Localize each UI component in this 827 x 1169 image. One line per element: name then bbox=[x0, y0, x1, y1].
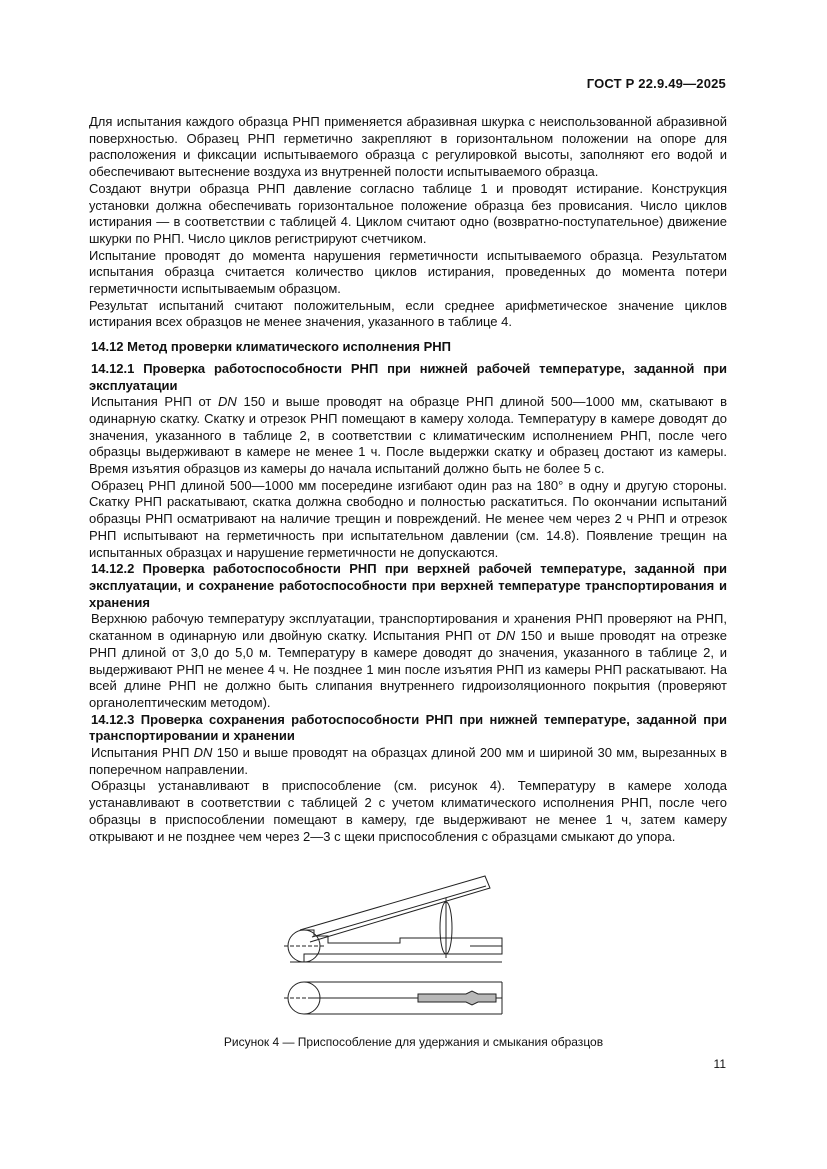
paragraph-text: Результат испытаний считают положительным, если среднее арифметическое значение циклов истирания всех образцов не менее значения, указанного в таблице 4. bbox=[89, 297, 727, 330]
paragraph-text: 150 и выше проводят на отрезке РНП длиной от 3,0 до 5,0 м. Температуру в камере доводят до значения, указанного в таблице 2, и выдерживают РНП не менее 4 ч. Не позднее 1 мин после изъятия РНП из камеры РНП раскатывают. На всей длине РНП не должно быть слипания внутреннего гидроизоляционного покрытия (проверяют органолептическим методом). bbox=[89, 628, 727, 710]
paragraph-text: Испытания РНП bbox=[91, 745, 194, 761]
paragraph bbox=[89, 298, 727, 331]
dn-term: DN bbox=[218, 394, 237, 410]
paragraph bbox=[89, 778, 727, 845]
subsection-heading-14-12-1: 14.12.1 Проверка работоспособности РНП при нижней рабочей температуре, заданной при эксплуатации bbox=[89, 360, 727, 393]
paragraph-text: Создают внутри образца РНП давление согласно таблице 1 и проводят истирание. Конструкция установки должна обеспечивать горизонтальное положение образца без провисания. Число циклов истирания — в соответствии с таблицей 4. Циклом считают одно (возвратно-поступательное) движение шкурки по РНП. Число циклов регистрируют счетчиком. bbox=[89, 180, 727, 246]
paragraph bbox=[89, 745, 727, 778]
paragraph bbox=[89, 114, 727, 181]
paragraph bbox=[89, 478, 727, 562]
paragraph-text: Испытание проводят до момента нарушения герметичности испытываемого образца. Результатом испытания образца считается количество циклов истирания, проведенных до момента потери герметичности испытываемым образцом. bbox=[89, 247, 727, 297]
document-id: ГОСТ Р 22.9.49—2025 bbox=[586, 76, 726, 91]
dn-term: DN bbox=[193, 745, 213, 761]
page-body bbox=[89, 114, 727, 845]
paragraph-text: Для испытания каждого образца РНП применяется абразивная шкурка с неиспользованной абразивной поверхностью. Образец РНП герметично закрепляют в горизонтальном положении на опоре для расположения и фиксации испытываемого образца с регулировкой высоты, заполняют его водой и обеспечивают вытеснение воздуха из внутренней полости испытываемого образца. bbox=[89, 114, 727, 180]
paragraph-text: Верхнюю рабочую температуру эксплуатации, транспортирования и хранения РНП проверяют на РНП, скатанном в одинарную или двойную скатку. Испытания РНП от bbox=[89, 611, 727, 644]
dn-term: DN bbox=[496, 628, 516, 644]
paragraph bbox=[89, 611, 727, 711]
paragraph-text: 150 и выше проводят на образце РНП длиной 500—1000 мм, скатывают в одинарную скатку. Скатку и отрезок РНП помещают в камеру холода. Температуру в камере доводят до значения, указанного в таблице 2, в соответствии с климатическим исполнением РНП, после чего образцы выдерживают в камере не менее 1 ч. После выдержки скатку и образец достают из камеры. Время изъятия образцов из камеры до начала испытаний должно быть не более 5 с. bbox=[89, 394, 727, 477]
paragraph-text: Образец РНП длиной 500—1000 мм посередине изгибают один раз на 180° в одну и другую стороны. Скатку РНП раскатывают, скатка должна свободно и полностью раскатиться. По окончании испытаний образцы РНП осматривают на наличие трещин и повреждений. Не менее чем через 2 ч РНП и отрезок РНП испытывают на герметичность при испытательном давлении (см. 14.8). Появление трещин на испытанных образцах и нарушение герметичности не допускаются. bbox=[89, 477, 727, 560]
paragraph-text: 150 и выше проводят на образцах длиной 200 мм и шириной 30 мм, вырезанных в поперечном направлении. bbox=[89, 745, 727, 777]
section-heading-14-12: 14.12 Метод проверки климатического исполнения РНП bbox=[91, 339, 452, 355]
subsection-heading-14-12-3: 14.12.3 Проверка сохранения работоспособности РНП при нижней температуре, заданной при транспортировании и хранении bbox=[89, 711, 727, 744]
paragraph bbox=[89, 248, 727, 298]
paragraph-text: Образцы устанавливают в приспособление (см. рисунок 4). Температуру в камере холода устанавливают в соответствии с таблицей 2 с учетом климатического исполнения РНП, после чего образцы в приспособлении помещают в камеру, где выдерживают не менее 1 ч, затем камеру открывают и не позднее чем через 2—3 с щеки приспособления с образцами смыкают до упора. bbox=[89, 778, 727, 844]
page-number: 11 bbox=[713, 1057, 726, 1071]
paragraph bbox=[89, 181, 727, 248]
figure-4-clamp-device bbox=[270, 870, 510, 1020]
paragraph-text: Испытания РНП от bbox=[91, 394, 219, 410]
flattened-sample bbox=[418, 991, 496, 1005]
upper-jaw-inner bbox=[312, 886, 486, 937]
paragraph bbox=[89, 394, 727, 478]
subsection-heading-14-12-2: 14.12.2 Проверка работоспособности РНП при верхней рабочей температуре, заданной при эксплуатации, и сохранение работоспособности при верхней температуре транспортирования и хранения bbox=[89, 561, 727, 610]
figure-caption: Рисунок 4 — Приспособление для удержания и смыкания образцов bbox=[223, 1035, 604, 1049]
